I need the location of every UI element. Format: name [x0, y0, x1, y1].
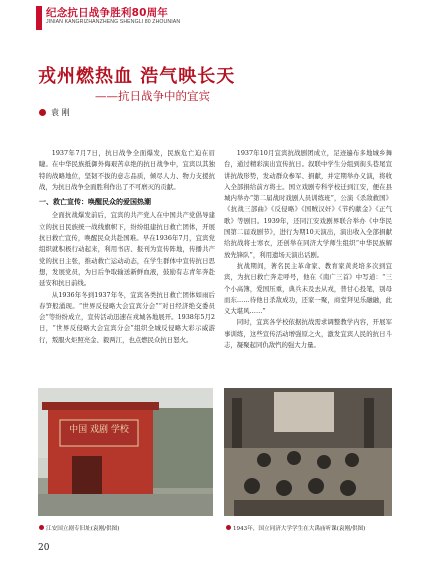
paragraph: 1937年7月7日，抗日战争全面爆发，民族危亡迫在眉睫。在中华民族抵御外侮艰苦卓绝的抗日战争中，宜宾以其独特的战略地位，坚韧不拔的意志品质，倾尽人力、物力支援抗战，为抗日战争全面胜利作出了不可磨灭的贡献。 [39, 149, 215, 191]
photo-caption-left [39, 524, 119, 532]
photo-tongji-students [224, 388, 392, 516]
gate-sign-text: 中国 戏剧 学校 [69, 425, 129, 435]
right-text-column [224, 148, 392, 351]
photo-drama-school-gate [38, 388, 213, 516]
page-number: 20 [38, 543, 50, 553]
article-title: 戎州燃热血 浩气映长天 [38, 66, 236, 87]
caption-text: 1943年，国立同济大学学生在大禹庙听课(袁刚/供图) [233, 526, 366, 532]
header-title: 纪念抗日战争胜利80周年 [46, 7, 169, 19]
author-line [39, 107, 70, 118]
paragraph: 抗战期间，著名民主革命家、教育家黄炎培多次到宜宾，为抗日救亡奔走呼号，他在《南广三首》中写道：“三个小高簿，爱国压重，典兵未及去从戎，普甘心投笔，别母而东……待他日杀敌成功，还家一聚，商堂拜见乐融融，此义大堪风……” [224, 261, 392, 316]
drama-school-gate-illustration [38, 388, 213, 516]
paragraph: 1937年10月宜宾抗战剧团成立，足迹遍布多地城乡舞台，通过精彩演出宣传抗日。叙联中学生分组到街头巷尾宣讲抗战形势，发动群众参军、捐献，并定期举办义演，将收入全部捐给前方将士。国立戏剧专科学校迁到江安，便在县城内举办“第二届战时戏剧人员训练班”，公演《杀敌救国》《抗战三部曲》《反侵略》《国贼汉奸》《节约献金》《正气歌》等剧目。1939年，还同江安戏剧界联合举办《中华民国第二届戏剧节》，进行为期10天演出，演出收入全部捐献给抗战将士寒衣，还创举在同济大学师生组织“中华民族解放先锋队”，利用遗场天演出话剧。 [224, 149, 392, 259]
caption-bullet-icon [226, 525, 231, 530]
caption-text: 江安国立剧专旧址(袁刚/供图) [46, 526, 120, 532]
photo-caption-right [226, 524, 365, 532]
header-accent-bar [36, 6, 42, 30]
article-subtitle: ——抗日战争中的宜宾 [95, 89, 210, 103]
author-name: 袁 刚 [51, 108, 70, 117]
paragraph: 从1936年冬到1937年冬，宜宾各类抗日救亡团体如雨后春笋般涌现。“世界反侵略大会宜宾分会”“对日经济绝交委员会”等纷纷成立，宣传活动迅速在戎城各地展开。1938年5月2日，“世界反侵略大会宜宾分会”组织全城反侵略大彩示威游行，叛服火炬照亮金、毅两江，也点燃民众抗日怒火。 [39, 290, 215, 344]
header-subtitle: JINIAN KANGRIZHANZHENG SHENGLI 80 ZHOUNIAN [46, 19, 181, 25]
left-text-column [39, 148, 215, 346]
caption-bullet-icon [39, 525, 44, 530]
paragraph: 全面抗战爆发前后，宜宾的共产党人在中国共产党倡导建立的抗日民族统一战线旗帜下，纷纷组建抗日救亡团体，开展抗日救亡宣传，唤醒民众共赴国难。早在1936年7月，宜宾党组织就积极行动起来，利用书店、报刊为宣传阵地，传播共产党的抗日主张，推动救亡运动动态，在学生群体中宣传抗日思想，发展党员，为日后争取输送新鲜血液，鼓励有志青年奔赴延安和抗日前线。 [39, 211, 215, 288]
section-heading: 一、救亡宣传：唤醒民众的爱国热潮 [39, 198, 151, 207]
students-classroom-illustration [224, 388, 392, 516]
bullet-dot-icon [39, 109, 46, 116]
paragraph: 同时，宜宾各学校依据抗战需求调整教学内容，开展军事训练，这些宣传活动增强原之火，激发宜宾人民的抗日斗志，凝聚起同仇敌忾的强大力量。 [224, 318, 392, 350]
